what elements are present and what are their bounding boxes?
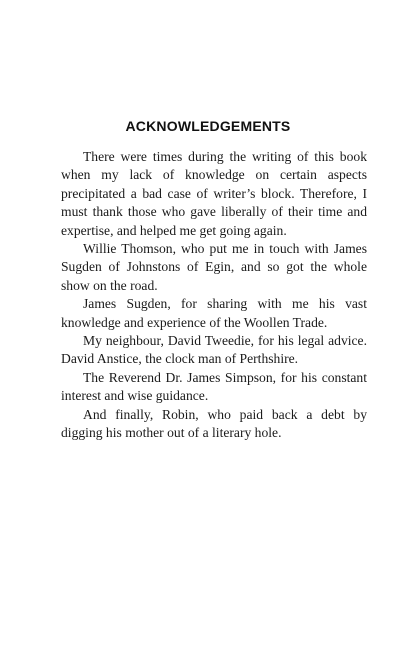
paragraph: Willie Thomson, who put me in touch with James Sugden of Johnstons of Egin, and so got the whole show on the road.	[61, 241, 367, 293]
paragraph: James Sugden, for sharing with me his vast knowledge and experience of the Woollen Trade.	[61, 296, 367, 330]
paragraph: And finally, Robin, who paid back a debt by digging his mother out of a literary hole.	[61, 406, 367, 441]
paragraph: There were times during the writing of this book when my lack of knowledge on certain aspects precipitated a bad case of writer’s block. Therefore, I must thank those who gave liberally of their time and expertise, and helped me get going again.	[61, 149, 367, 238]
acknowledgements-body	[61, 148, 367, 443]
paragraph: My neighbour, David Tweedie, for his legal advice. David Anstice, the clock man of Perthshire.	[61, 333, 367, 367]
page-title: ACKNOWLEDGEMENTS	[125, 118, 291, 134]
paragraph: The Reverend Dr. James Simpson, for his constant interest and wise guidance.	[61, 369, 367, 404]
